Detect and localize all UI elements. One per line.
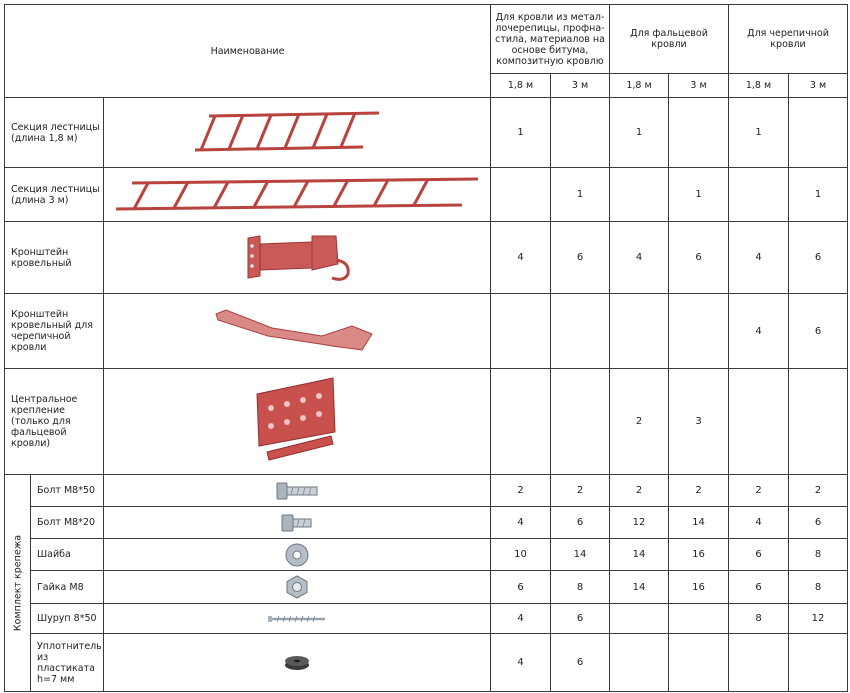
cell-value: 6 xyxy=(551,604,610,634)
cell-value: 16 xyxy=(669,571,729,604)
cell-value: 4 xyxy=(729,222,789,294)
row-name: Болт М8*20 xyxy=(31,507,104,539)
central-mount-icon xyxy=(104,369,491,475)
table-row xyxy=(5,369,848,475)
cell-value: 1 xyxy=(729,98,789,168)
table-row xyxy=(5,604,848,634)
cell-value xyxy=(669,604,729,634)
cell-value: 1 xyxy=(789,168,848,222)
ladder-section-short-icon xyxy=(104,98,491,168)
cell-value: 2 xyxy=(610,475,669,507)
row-name: Шуруп 8*50 xyxy=(31,604,104,634)
cell-value: 4 xyxy=(491,222,551,294)
header-size: 3 м xyxy=(789,74,848,98)
cell-value: 4 xyxy=(491,634,551,692)
cell-value xyxy=(669,634,729,692)
cell-value: 12 xyxy=(610,507,669,539)
header-size: 1,8 м xyxy=(729,74,789,98)
cell-value: 2 xyxy=(789,475,848,507)
table-row xyxy=(5,539,848,571)
cell-value: 6 xyxy=(789,507,848,539)
cell-value: 4 xyxy=(491,604,551,634)
cell-value xyxy=(551,98,610,168)
row-name: Кронштейн кровельный для черепичной кровли xyxy=(5,294,104,369)
header-group-seam: Для фальцевой кровли xyxy=(610,5,729,74)
cell-value: 6 xyxy=(491,571,551,604)
cell-value xyxy=(789,98,848,168)
cell-value: 4 xyxy=(491,507,551,539)
cell-value xyxy=(789,634,848,692)
cell-value: 16 xyxy=(669,539,729,571)
cell-value xyxy=(610,634,669,692)
cell-value xyxy=(551,369,610,475)
cell-value xyxy=(789,369,848,475)
cell-value: 1 xyxy=(491,98,551,168)
header-size: 1,8 м xyxy=(491,74,551,98)
cell-value: 8 xyxy=(789,539,848,571)
roof-bracket-icon xyxy=(104,222,491,294)
header-name: Наименование xyxy=(5,5,491,98)
cell-value: 12 xyxy=(789,604,848,634)
header-size: 3 м xyxy=(669,74,729,98)
cell-value: 4 xyxy=(610,222,669,294)
table-row xyxy=(5,571,848,604)
kit-label: Комплект крепежа xyxy=(5,475,31,692)
cell-value: 2 xyxy=(729,475,789,507)
cell-value xyxy=(610,294,669,369)
row-name: Центральное крепление (только для фальцевой кровли) xyxy=(5,369,104,475)
bolt-short-icon xyxy=(104,507,491,539)
cell-value: 6 xyxy=(551,507,610,539)
row-name: Кронштейн кровельный xyxy=(5,222,104,294)
cell-value xyxy=(610,604,669,634)
components-table xyxy=(4,4,848,692)
cell-value xyxy=(610,168,669,222)
nut-icon xyxy=(104,571,491,604)
table-row xyxy=(5,98,848,168)
cell-value xyxy=(669,98,729,168)
table-row xyxy=(5,634,848,692)
cell-value: 2 xyxy=(551,475,610,507)
row-name: Гайка М8 xyxy=(31,571,104,604)
header-group-metal: Для кровли из метал-лочерепицы, профна-стила, материалов на основе битума, композитную кровлю xyxy=(491,5,610,74)
cell-value xyxy=(729,168,789,222)
cell-value: 10 xyxy=(491,539,551,571)
row-name: Секция лестницы (длина 1,8 м) xyxy=(5,98,104,168)
cell-value xyxy=(491,369,551,475)
tile-roof-bracket-icon xyxy=(104,294,491,369)
cell-value: 1 xyxy=(551,168,610,222)
cell-value: 6 xyxy=(789,222,848,294)
cell-value xyxy=(491,168,551,222)
cell-value: 1 xyxy=(669,168,729,222)
row-name: Секция лестницы (длина 3 м) xyxy=(5,168,104,222)
cell-value: 8 xyxy=(551,571,610,604)
cell-value: 14 xyxy=(610,571,669,604)
header-size: 1,8 м xyxy=(610,74,669,98)
table-row xyxy=(5,294,848,369)
cell-value: 6 xyxy=(789,294,848,369)
cell-value xyxy=(551,294,610,369)
cell-value: 4 xyxy=(729,294,789,369)
row-name: Шайба xyxy=(31,539,104,571)
cell-value: 3 xyxy=(669,369,729,475)
cell-value: 14 xyxy=(551,539,610,571)
cell-value: 14 xyxy=(610,539,669,571)
table-row xyxy=(5,168,848,222)
cell-value: 8 xyxy=(729,604,789,634)
cell-value: 6 xyxy=(729,571,789,604)
row-name: Уплотнитель из пластиката h=7 мм xyxy=(31,634,104,692)
washer-icon xyxy=(104,539,491,571)
cell-value: 2 xyxy=(610,369,669,475)
seal-icon xyxy=(104,634,491,692)
cell-value xyxy=(491,294,551,369)
cell-value: 2 xyxy=(491,475,551,507)
cell-value: 14 xyxy=(669,507,729,539)
cell-value: 4 xyxy=(729,507,789,539)
ladder-section-long-icon xyxy=(104,168,491,222)
cell-value: 6 xyxy=(551,634,610,692)
cell-value xyxy=(729,369,789,475)
bolt-long-icon xyxy=(104,475,491,507)
screw-icon xyxy=(104,604,491,634)
cell-value xyxy=(669,294,729,369)
cell-value: 6 xyxy=(551,222,610,294)
cell-value xyxy=(729,634,789,692)
table-row xyxy=(5,222,848,294)
cell-value: 1 xyxy=(610,98,669,168)
row-name: Болт М8*50 xyxy=(31,475,104,507)
header-group-tile: Для черепичной кровли xyxy=(729,5,848,74)
cell-value: 6 xyxy=(669,222,729,294)
cell-value: 2 xyxy=(669,475,729,507)
table-row xyxy=(5,475,848,507)
header-size: 3 м xyxy=(551,74,610,98)
cell-value: 6 xyxy=(729,539,789,571)
table-row xyxy=(5,507,848,539)
cell-value: 8 xyxy=(789,571,848,604)
